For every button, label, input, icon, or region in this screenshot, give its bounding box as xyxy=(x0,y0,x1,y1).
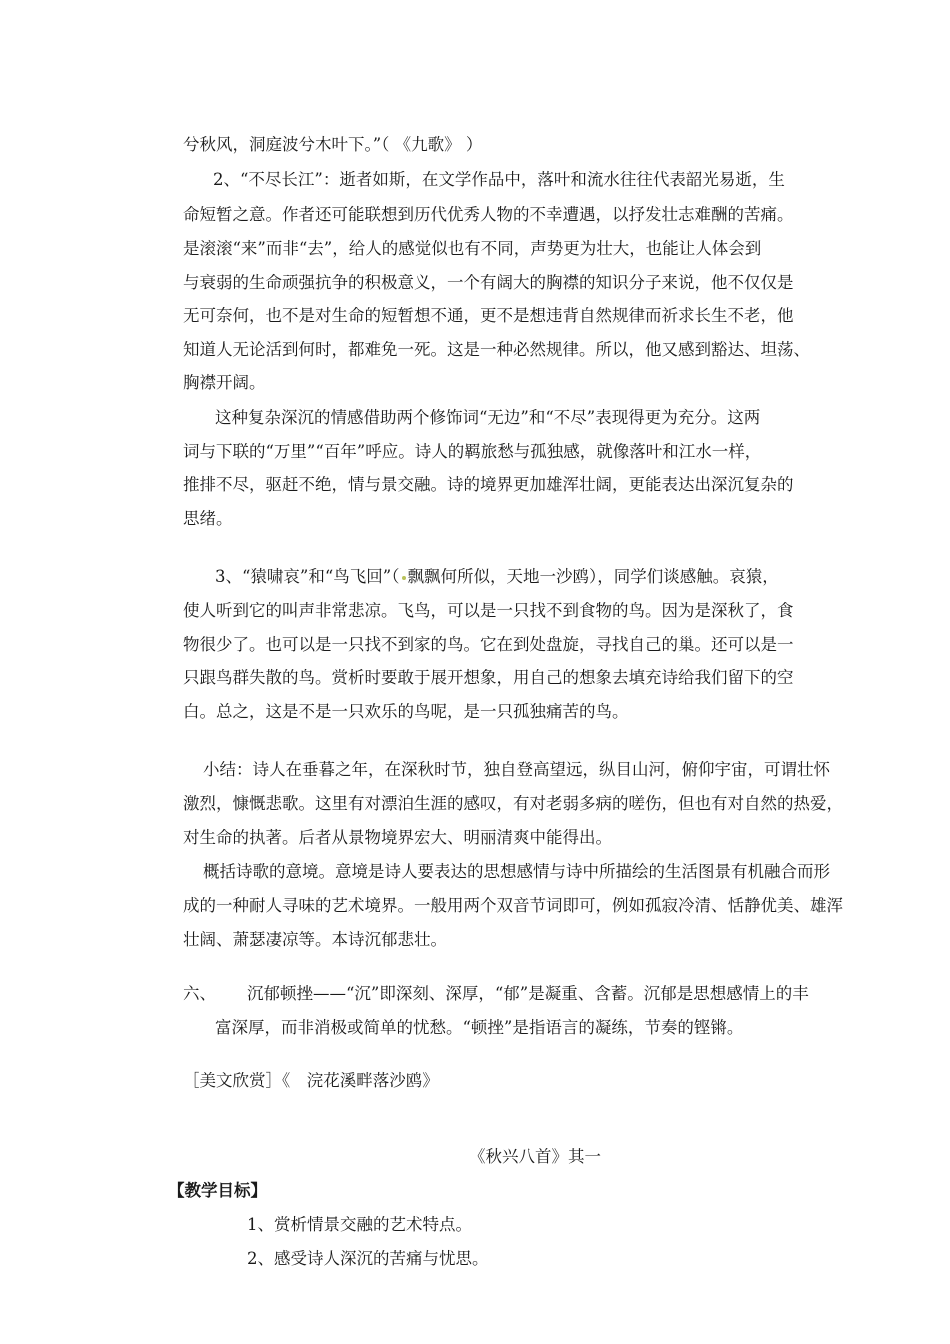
paragraph-line: 兮秋风，洞庭波兮木叶下。”（ 《九歌》 ） xyxy=(183,135,483,154)
section-number: 六、 xyxy=(183,984,216,1003)
list-item: 1、赏析情景交融的艺术特点。 xyxy=(247,1215,472,1234)
paragraph-line: 无可奈何，也不是对生命的短暂想不通，更不是想违背自然规律而祈求长生不老，他 xyxy=(183,306,794,325)
paragraph-line: 只跟鸟群失散的鸟。赏析时要敢于展开想象，用自己的想象去填充诗给我们留下的空 xyxy=(183,668,794,687)
poem-title: 《秋兴八首》其一 xyxy=(469,1147,601,1166)
paragraph-line: 2、“不尽长江”：逝者如斯，在文学作品中，落叶和流水往往代表韶光易逝，生 xyxy=(213,170,785,189)
paragraph-line: 词与下联的“万里”“百年”呼应。诗人的羁旅愁与孤独感，就像落叶和江水一样， xyxy=(183,442,762,461)
paragraph-line: 胸襟开阔。 xyxy=(183,373,266,392)
list-item: 2、感受诗人深沉的苦痛与忧思。 xyxy=(247,1249,489,1268)
paragraph-line: 成的一种耐人寻味的艺术境界。一般用两个双音节词即可，例如孤寂冷清、恬静优美、雄浑 xyxy=(183,896,843,915)
paragraph-line: 命短暂之意。作者还可能联想到历代优秀人物的不幸遭遇，以抒发壮志难酬的苦痛。 xyxy=(183,205,794,224)
paragraph-line: 小结：诗人在垂暮之年，在深秋时节，独自登高望远，纵目山河，俯仰宇宙，可谓壮怀 xyxy=(203,760,830,779)
paragraph-line: 富深厚，而非消极或简单的忧愁。“顿挫”是指语言的凝练，节奏的铿锵。 xyxy=(215,1018,744,1037)
paragraph-line: 推排不尽，驱赶不绝，情与景交融。诗的境界更加雄浑壮阔，更能表达出深沉复杂的 xyxy=(183,475,794,494)
paragraph-line: 对生命的执著。后者从景物境界宏大、明丽清爽中能得出。 xyxy=(183,828,612,847)
paragraph-line: 概括诗歌的意境。意境是诗人要表达的思想感情与诗中所描绘的生活图景有机融合而形 xyxy=(203,862,830,881)
section-heading: 【教学目标】 xyxy=(168,1181,267,1200)
paragraph-line: 使人听到它的叫声非常悲凉。飞鸟，可以是一只找不到食物的鸟。因为是深秋了，食 xyxy=(183,601,794,620)
paragraph-line: 白。总之，这是不是一只欢乐的鸟呢，是一只孤独痛苦的鸟。 xyxy=(183,702,629,721)
paragraph-line: 沉郁顿挫——“沉”即深刻、深厚，“郁”是凝重、含蓄。沉郁是思想感情上的丰 xyxy=(247,984,809,1003)
paragraph-line: 知道人无论活到何时，都难免一死。这是一种必然规律。所以，他又感到豁达、坦荡、 xyxy=(183,340,810,359)
paragraph-line: 是滚滚“来”而非“去”，给人的感觉似也有不同，声势更为壮大，也能让人体会到 xyxy=(183,239,762,258)
paragraph-line: 思绪。 xyxy=(183,509,233,528)
paragraph-line: 壮阔、萧瑟凄凉等。本诗沉郁悲壮。 xyxy=(183,930,447,949)
paragraph-line: 这种复杂深沉的情感借助两个修饰词“无边”和“不尽”表现得更为充分。这两 xyxy=(215,408,761,427)
paragraph-line: 物很少了。也可以是一只找不到家的鸟。它在到处盘旋，寻找自己的巢。还可以是一 xyxy=(183,635,794,654)
paragraph-line: 与衰弱的生命顽强抗争的积极意义，一个有阔大的胸襟的知识分子来说，他不仅仅是 xyxy=(183,273,794,292)
paragraph-line xyxy=(215,567,779,587)
line-segment: 3、“猿啸哀”和“鸟飞回”（ xyxy=(215,567,400,586)
line-segment: 飘飘何所似，天地一沙鸥），同学们谈感触。哀猿， xyxy=(407,567,779,586)
dot-mark-icon xyxy=(402,576,406,580)
paragraph-line: 激烈，慷慨悲歌。这里有对漂泊生涯的感叹，有对老弱多病的嗟伤，但也有对自然的热爱， xyxy=(183,794,843,813)
section-heading: ［美文欣赏］《 浣花溪畔落沙鸥》 xyxy=(183,1071,439,1090)
